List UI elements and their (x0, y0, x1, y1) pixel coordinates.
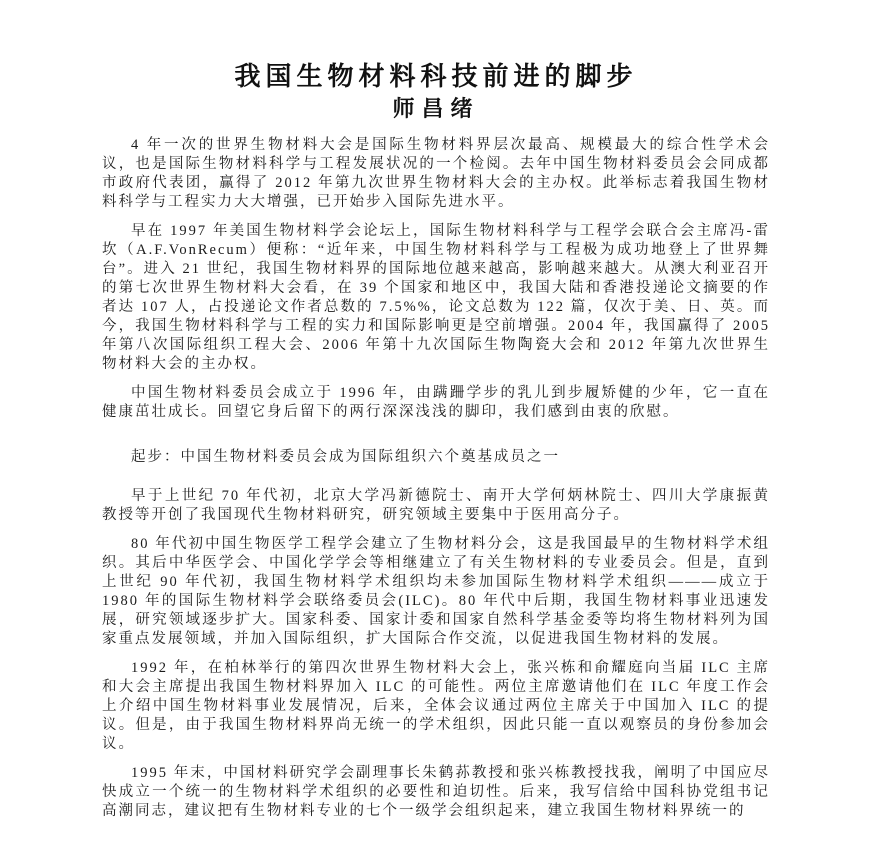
paragraph: 1995 年末，中国材料研究学会副理事长朱鹤荪教授和张兴栋教授找我，阐明了中国应尽快成立一个统一的生物材料学术组织的必要性和迫切性。后来，我写信给中国科协党组书记高潮同志，建议把有生物材料专业的七个一级学会组织起来，建立我国生物材料界统一的 (102, 765, 770, 819)
paragraph: 1992 年，在柏林举行的第四次世界生物材料大会上，张兴栋和俞耀庭向当届 ILC 主席和大会主席提出我国生物材料界加入 ILC 的可能性。两位主席邀请他们在 ILC 年度工作会上介绍中国生物材料事业发展情况，后来，全体会议通过两位主席关于中国加入 ILC 的提议。但是，由于我国生物材料界尚无统一的学术组织，因此只能一直以观察员的身份参加会议。 (102, 660, 770, 752)
paragraph: 早于上世纪 70 年代初，北京大学冯新德院士、南开大学何炳林院士、四川大学康振黄教授等开创了我国现代生物材料研究，研究领域主要集中于医用高分子。 (102, 488, 770, 523)
doc-body (102, 136, 770, 821)
paragraph: 80 年代初中国生物医学工程学会建立了生物材料分会，这是我国最早的生物材料学术组织。其后中华医学会、中国化学学会等相继建立了有关生物材料的专业委员会。但是，直到上世纪 90 年代初，我国生物材料学术组织均未参加国际生物材料学术组织———成立于 1980 年的国际生物材料学会联络委员会(ILC)。80 年代中后期，我国生物材料事业迅速发展，研究领域逐步扩大。国家科委、国家计委和国家自然科学基金委等均将生物材料列为国家重点发展领域，并加入国际组织，扩大国际合作交流，以促进我国生物材料的发展。 (102, 536, 770, 647)
doc-title: 我国生物材料科技前进的脚步 (234, 62, 638, 91)
paragraph: 中国生物材料委员会成立于 1996 年，由蹒跚学步的乳儿到步履矫健的少年，它一直在健康茁壮成长。回望它身后留下的两行深深浅浅的脚印，我们感到由衷的欣慰。 (102, 385, 770, 420)
paragraph: 4 年一次的世界生物材料大会是国际生物材料界层次最高、规模最大的综合性学术会议，也是国际生物材料科学与工程发展状况的一个检阅。去年中国生物材料委员会会同成都市政府代表团，赢得了 2012 年第九次世界生物材料大会的主办权。此举标志着我国生物材料科学与工程实力大大增强，已开始步入国际先进水平。 (102, 137, 770, 210)
paragraph: 早在 1997 年美国生物材料学会论坛上，国际生物材料科学与工程学会联合会主席冯-雷坎（A.F.VonRecum）便称：“近年来，中国生物材料科学与工程极为成功地登上了世界舞台”。进入 21 世纪，我国生物材料界的国际地位越来越高，影响越来越大。从澳大利亚召开的第七次世界生物材料大会看，在 39 个国家和地区中，我国大陆和香港投递论文摘要的作者达 107 人，占投递论文作者总数的 7.5%%，论文总数为 122 篇，仅次于美、日、英。而今，我国生物材料科学与工程的实力和国际影响更是空前增强。2004 年，我国赢得了 2005 年第八次国际组织工程大会、2006 年第十九次国际生物陶瓷大会和 2012 年第九次世界生物材料大会的主办权。 (102, 223, 770, 372)
doc-author: 师昌绪 (392, 96, 480, 121)
section-heading: 起步：中国生物材料委员会成为国际组织六个奠基成员之一 (131, 449, 560, 465)
